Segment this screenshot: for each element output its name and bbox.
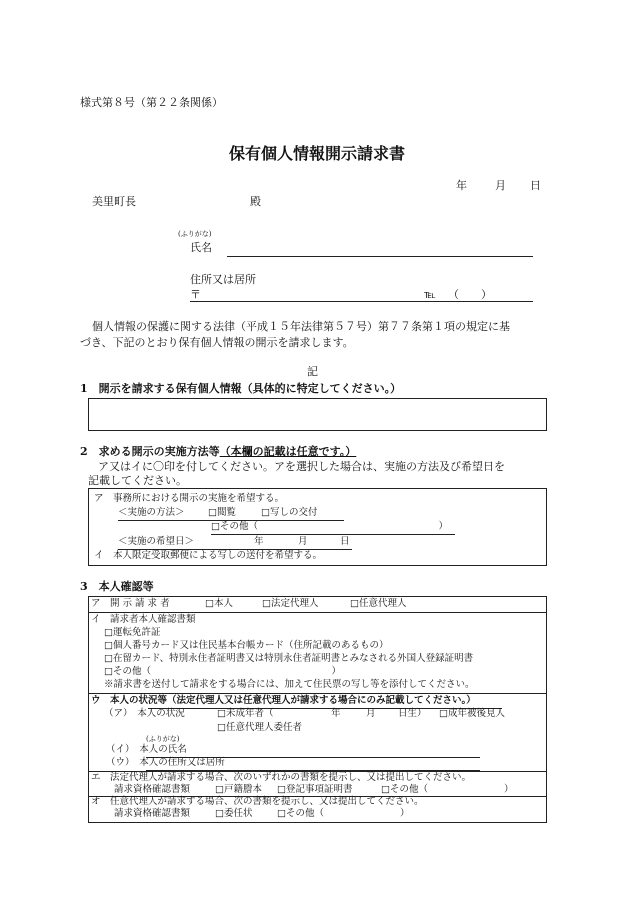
tel-icon: ℡ xyxy=(424,288,436,301)
minor-checkbox[interactable]: □未成年者（ xyxy=(217,708,274,719)
legal-agent-docs-label: 請求資格確認書類 xyxy=(114,784,191,795)
voluntary-agent-other-checkbox[interactable]: □その他（ ） xyxy=(277,808,410,819)
intro-line-2: づき、下記のとおり保有個人情報の開示を請求します。 xyxy=(80,336,354,349)
section2-heading-num: 2 xyxy=(80,445,99,458)
section1-heading: 1 開示を請求する保有個人情報（具体的に特定してください。） xyxy=(80,382,402,395)
id-doc-note: ※請求書を送付して請求をする場合には、加えて住民票の写し等を添付してください。 xyxy=(104,679,475,690)
preferred-date-year[interactable]: 年 xyxy=(254,536,264,547)
row-divider xyxy=(88,693,546,694)
intro-line-1: 個人情報の保護に関する法律（平成１５年法律第５７号）第７７条第１項の規定に基 xyxy=(92,320,510,333)
addressee-name: 美里町長 xyxy=(92,195,136,208)
requester-self-checkbox[interactable]: □本人 xyxy=(205,598,233,609)
preferred-date-day[interactable]: 日 xyxy=(340,536,350,547)
postal-mark: 〒 xyxy=(190,288,201,301)
registry-certificate-checkbox[interactable]: □登記事項証明書 xyxy=(277,784,353,795)
principal-address-label: （ウ） 本人の住所又は居所 xyxy=(106,757,225,768)
id-doc-other-checkbox[interactable]: □その他（ ） xyxy=(104,666,341,677)
preferred-date-month[interactable]: 月 xyxy=(298,536,308,547)
section2-instruction-2: 記載してください。 xyxy=(88,474,187,487)
id-doc-license-checkbox[interactable]: □運転免許証 xyxy=(104,627,161,638)
date-year-label: 年 xyxy=(456,179,467,192)
tel-area-paren: （ ） xyxy=(448,288,492,301)
row-divider xyxy=(88,612,546,613)
id-doc-mynumber-checkbox[interactable]: □個人番号カード又は住民基本台帳カード（住所記載のあるもの） xyxy=(104,640,389,651)
addressee-honorific: 殿 xyxy=(250,195,261,208)
family-register-checkbox[interactable]: □戸籍謄本 xyxy=(215,784,262,795)
ki-label: 記 xyxy=(307,365,318,378)
power-of-attorney-checkbox[interactable]: □委任状 xyxy=(215,808,253,819)
requester-legal-agent-checkbox[interactable]: □法定代理人 xyxy=(262,598,319,609)
method-copy-checkbox[interactable]: □写しの交付 xyxy=(261,507,318,518)
page-title: 保有個人情報開示請求書 xyxy=(229,144,406,163)
voluntary-agent-note: オ 任意代理人が請求する場合、次の書類を提示し、又は提出してください。 xyxy=(91,796,424,807)
applicant-name-label: 氏名 xyxy=(190,241,212,254)
minor-birth-year[interactable]: 年 xyxy=(331,708,341,719)
adult-ward-checkbox[interactable]: □成年被後見人 xyxy=(439,708,505,719)
section2-instruction-1: ア又はイに〇印を付してください。アを選択した場合は、実施の方法及び希望日を xyxy=(98,460,505,473)
section2-heading xyxy=(80,446,356,457)
preferred-date-label: ＜実施の希望日＞ xyxy=(118,536,195,547)
principal-status-label: （ア） 本人の状況 xyxy=(104,708,185,719)
principal-name-label: （イ） 本人の氏名 xyxy=(106,744,187,755)
voluntary-principal-checkbox[interactable]: □任意代理人委任者 xyxy=(217,722,302,733)
legal-agent-other-checkbox[interactable]: □その他（ ） xyxy=(381,784,514,795)
applicant-address-field[interactable] xyxy=(190,301,533,302)
applicant-furigana-label: (ふりがな) xyxy=(178,230,212,238)
date-month-label: 月 xyxy=(495,179,506,192)
method-other-underline xyxy=(211,534,455,535)
section3-heading: 3 本人確認等 xyxy=(80,580,154,593)
principal-furigana-label: (ふりがな) xyxy=(146,735,180,743)
legal-agent-note: エ 法定代理人が請求する場合、次のいずれかの書類を提示し、又は提出してください。 xyxy=(91,772,472,783)
applicant-address-label: 住所又は居所 xyxy=(190,273,256,286)
applicant-name-field[interactable] xyxy=(227,256,533,257)
form-number: 様式第８号（第２２条関係） xyxy=(80,96,223,109)
voluntary-agent-docs-label: 請求資格確認書類 xyxy=(114,808,191,819)
section2-heading-main: 求める開示の実施方法等 xyxy=(98,445,220,458)
method-view-checkbox[interactable]: □閲覧 xyxy=(208,507,236,518)
section2-heading-note: （本欄の記載は任意です。） xyxy=(219,445,357,458)
date-day-label: 日 xyxy=(530,179,541,192)
minor-birth-month[interactable]: 月 xyxy=(366,708,376,719)
section1-info-box[interactable] xyxy=(88,398,547,431)
minor-birth-day[interactable]: 日生） xyxy=(398,708,427,719)
section2-option-i[interactable]: イ 本人限定受取郵便による写しの送付を希望する。 xyxy=(94,550,323,561)
principal-status-heading: ウ 本人の状況等（法定代理人又は任意代理人が請求する場合にのみ記載してください。） xyxy=(91,695,476,706)
requester-label: ア 開 示 請 求 者 xyxy=(91,598,170,609)
requester-voluntary-agent-checkbox[interactable]: □任意代理人 xyxy=(350,598,407,609)
id-docs-label: イ 請求者本人確認書類 xyxy=(91,614,196,625)
method-label: ＜実施の方法＞ xyxy=(118,507,185,518)
id-doc-residence-card-checkbox[interactable]: □在留カード、特別永住者証明書又は特別永住者証明書とみなされる外国人登録証明書 xyxy=(104,653,474,664)
method-other-checkbox[interactable]: □その他（ ） xyxy=(211,521,448,532)
section2-option-a[interactable]: ア 事務所における開示の実施を希望する。 xyxy=(94,493,285,504)
